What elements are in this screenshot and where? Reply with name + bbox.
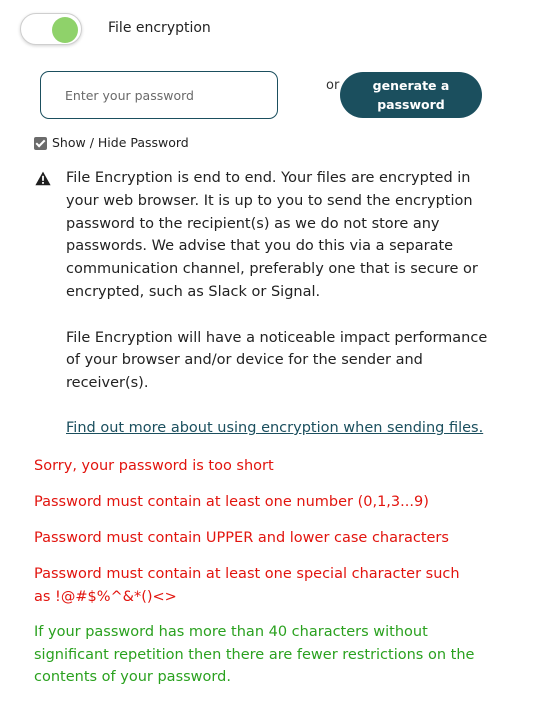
long-password-note: If your password has more than 40 characters without significant repetition then there are fewer restrictions on the contents of your password. xyxy=(34,624,475,685)
password-input[interactable] xyxy=(40,71,278,119)
error-needs-number: Password must contain at least one number (0,1,3...9) xyxy=(34,494,429,510)
toggle-knob xyxy=(52,17,78,43)
info-paragraph-2: File Encryption will have a noticeable impact performance of your browser and/or device for the sender and receiver(s). xyxy=(66,329,488,392)
error-needs-case: Password must contain UPPER and lower case characters xyxy=(34,530,449,546)
encryption-info-link[interactable]: Find out more about using encryption when sending files. xyxy=(66,419,484,436)
show-hide-checkbox[interactable] xyxy=(34,137,47,150)
error-too-short: Sorry, your password is too short xyxy=(34,458,274,474)
or-label: or xyxy=(326,78,340,93)
show-hide-label: Show / Hide Password xyxy=(52,135,189,150)
error-needs-special: Password must contain at least one special character such as !@#$%^&*()<> xyxy=(34,566,460,605)
encryption-info xyxy=(66,167,496,440)
warning-icon xyxy=(35,171,51,186)
encryption-toggle-label: File encryption xyxy=(108,20,211,36)
show-hide-password-row[interactable] xyxy=(34,134,189,152)
generate-password-button[interactable]: generate a password xyxy=(340,72,482,118)
info-paragraph-1: File Encryption is end to end. Your files are encrypted in your web browser. It is up to you to send the encryption password to the recipient(s) as we do not store any passwords. We advise that you do this via a separate communication channel, preferably one that is secure or encrypted, such as Slack or Signal. xyxy=(66,170,478,300)
encryption-toggle[interactable] xyxy=(20,13,82,45)
